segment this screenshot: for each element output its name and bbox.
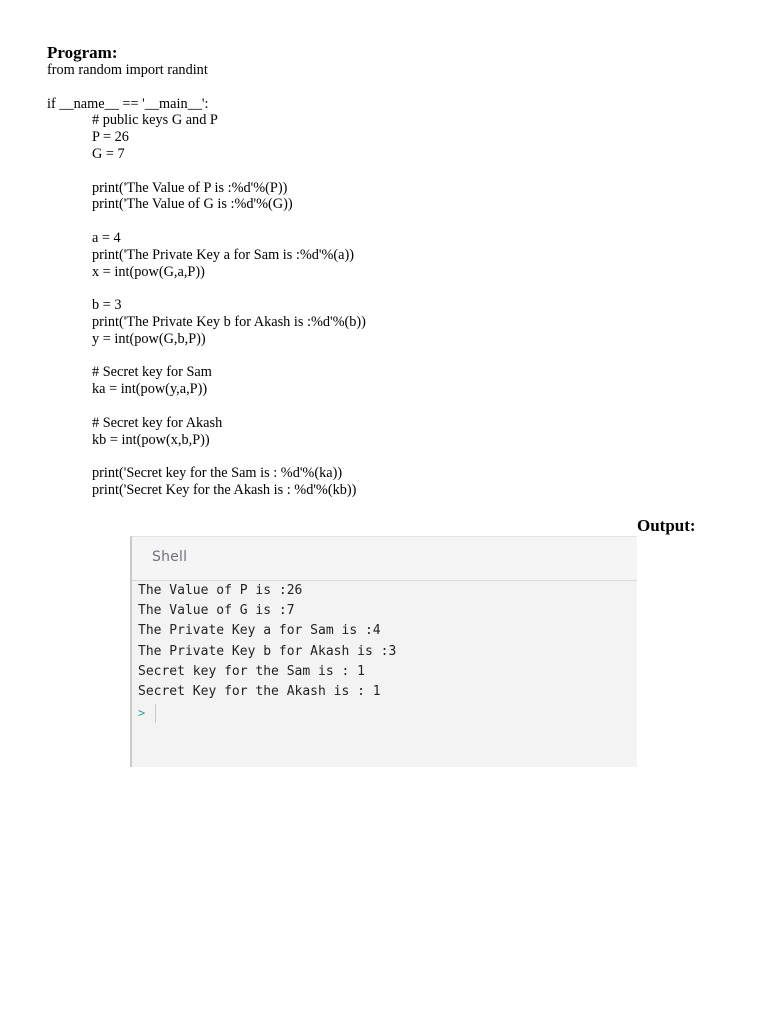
program-heading: Program: bbox=[47, 43, 118, 62]
code-line: print('The Value of G is :%d'%(G)) bbox=[92, 196, 293, 213]
shell-output-line: The Value of G is :7 bbox=[138, 603, 295, 619]
shell-output-line: The Private Key a for Sam is :4 bbox=[138, 623, 381, 639]
code-line: from random import randint bbox=[47, 62, 208, 78]
shell-header bbox=[132, 537, 637, 581]
shell-output-line: The Private Key b for Akash is :3 bbox=[138, 643, 397, 659]
shell-output-line: The Value of P is :26 bbox=[138, 583, 303, 598]
code-line: a = 4 bbox=[92, 230, 121, 246]
code-line: print('Secret key for the Sam is : %d'%(ka)) bbox=[92, 465, 343, 482]
output-heading: Output: bbox=[637, 516, 696, 535]
code-line: kb = int(pow(x,b,P)) bbox=[92, 431, 210, 448]
shell-output-line: Secret key for the Sam is : 1 bbox=[138, 663, 365, 679]
code-line: print('The Value of P is :%d'%(P)) bbox=[92, 179, 288, 196]
code-line: print('The Private Key a for Sam is :%d'%(a)) bbox=[92, 246, 355, 263]
shell-title: Shell bbox=[152, 549, 188, 565]
code-line: ka = int(pow(y,a,P)) bbox=[92, 381, 208, 398]
code-line: x = int(pow(G,a,P)) bbox=[92, 263, 205, 280]
shell-cursor[interactable] bbox=[155, 704, 156, 723]
code-line: if __name__ == '__main__': bbox=[47, 95, 209, 112]
shell-panel[interactable] bbox=[130, 536, 637, 767]
shell-output-line: Secret Key for the Akash is : 1 bbox=[138, 683, 381, 699]
code-line: print('Secret Key for the Akash is : %d'%(kb)) bbox=[92, 482, 357, 498]
code-line: # public keys G and P bbox=[92, 112, 218, 129]
shell-prompt-icon: > bbox=[138, 706, 146, 720]
code-line: # Secret key for Akash bbox=[92, 414, 223, 431]
code-line: G = 7 bbox=[92, 146, 125, 162]
code-line: b = 3 bbox=[92, 297, 122, 314]
shell-prompt-row[interactable] bbox=[138, 703, 156, 723]
code-line: P = 26 bbox=[92, 129, 129, 146]
code-line: # Secret key for Sam bbox=[92, 364, 212, 381]
code-line: y = int(pow(G,b,P)) bbox=[92, 330, 206, 347]
shell-output bbox=[138, 581, 396, 702]
code-line: print('The Private Key b for Akash is :%d'%(b)) bbox=[92, 314, 366, 330]
